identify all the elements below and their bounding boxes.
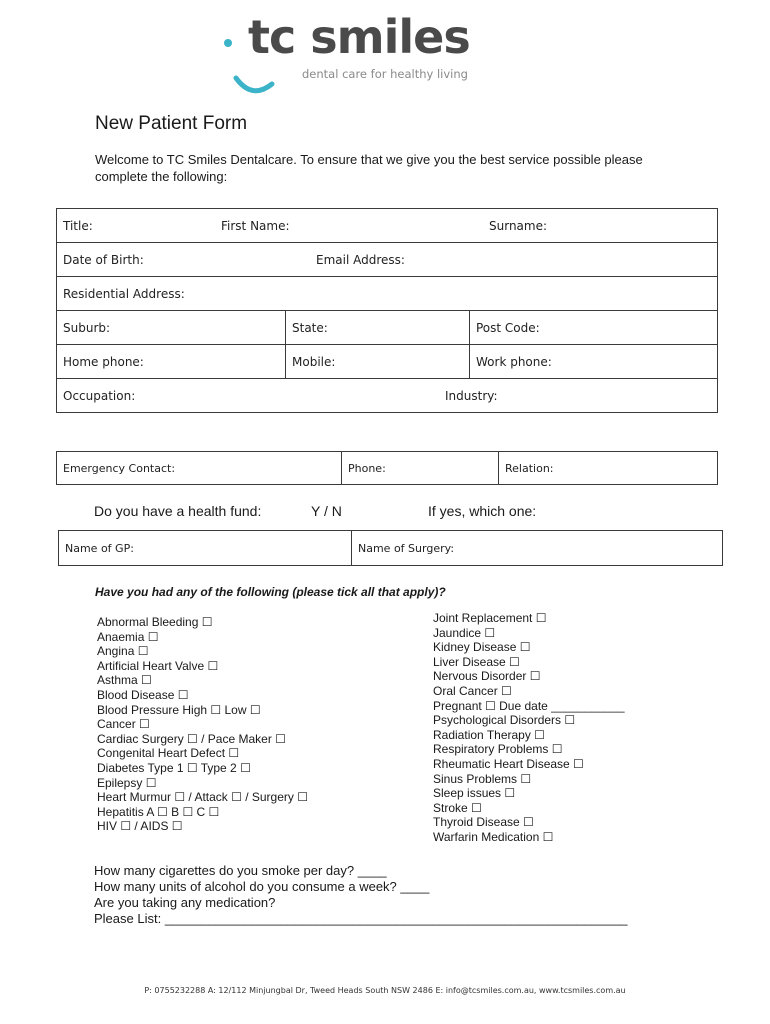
email-field[interactable]: Email Address: — [316, 252, 405, 267]
condition-item[interactable]: Cancer ☐ — [97, 717, 150, 732]
conditions-heading: Have you had any of the following (please tick all that apply)? — [95, 585, 446, 599]
gp-name-field[interactable]: Name of GP: — [59, 531, 352, 566]
dob-field[interactable]: Date of Birth: — [63, 252, 144, 267]
page-title: New Patient Form — [95, 113, 248, 134]
home-phone-field[interactable]: Home phone: — [57, 345, 286, 379]
state-field[interactable]: State: — [286, 311, 470, 345]
condition-item[interactable]: Oral Cancer ☐ — [433, 683, 512, 698]
condition-item[interactable]: Sinus Problems ☐ — [433, 771, 532, 786]
condition-item[interactable]: Liver Disease ☐ — [433, 654, 520, 669]
emergency-contact-field[interactable]: Emergency Contact: — [57, 452, 342, 485]
logo-tagline: dental care for healthy living — [302, 67, 468, 81]
condition-item[interactable]: Blood Pressure High ☐ Low ☐ — [97, 702, 261, 717]
emergency-contact-table — [56, 451, 718, 485]
alcohol-question[interactable]: How many units of alcohol do you consume a week? ____ — [94, 879, 430, 894]
condition-item[interactable]: HIV ☐ / AIDS ☐ — [97, 819, 183, 834]
emergency-relation-field[interactable]: Relation: — [499, 452, 718, 485]
condition-item[interactable]: Anaemia ☐ — [97, 629, 159, 644]
work-phone-field[interactable]: Work phone: — [470, 345, 718, 379]
condition-item[interactable]: Congenital Heart Defect ☐ — [97, 746, 240, 761]
surname-field[interactable]: Surname: — [489, 218, 548, 233]
gp-table — [58, 530, 723, 566]
postcode-field[interactable]: Post Code: — [470, 311, 718, 345]
mobile-field[interactable]: Mobile: — [286, 345, 470, 379]
condition-item[interactable]: Heart Murmur ☐ / Attack ☐ / Surgery ☐ — [97, 790, 308, 805]
cigarettes-question[interactable]: How many cigarettes do you smoke per day? ____ — [94, 863, 387, 878]
intro-text: Welcome to TC Smiles Dentalcare. To ensure that we give you the best service possible please complete the following: — [95, 152, 643, 184]
first-name-field[interactable]: First Name: — [221, 218, 290, 233]
patient-details-table — [56, 208, 718, 413]
condition-item[interactable]: Rheumatic Heart Disease ☐ — [433, 756, 584, 771]
condition-item[interactable]: Hepatitis A ☐ B ☐ C ☐ — [97, 804, 220, 819]
condition-item[interactable]: Angina ☐ — [97, 644, 149, 659]
condition-item[interactable]: Warfarin Medication ☐ — [433, 829, 554, 844]
industry-field[interactable]: Industry: — [445, 388, 498, 403]
occupation-row — [57, 379, 718, 413]
logo-brand: tc smiles — [248, 10, 470, 64]
health-fund-options[interactable]: Y / N — [311, 503, 342, 519]
logo — [222, 10, 482, 98]
title-field[interactable]: Title: — [63, 218, 93, 233]
address-field[interactable]: Residential Address: — [57, 277, 718, 311]
condition-item[interactable]: Radiation Therapy ☐ — [433, 727, 545, 742]
name-row — [57, 209, 718, 243]
condition-item[interactable]: Kidney Disease ☐ — [433, 640, 531, 655]
occupation-field[interactable]: Occupation: — [63, 388, 136, 403]
condition-item[interactable]: Diabetes Type 1 ☐ Type 2 ☐ — [97, 760, 251, 775]
footer-contact: P: 0755232288 A: 12/112 Minjungbal Dr, Tweed Heads South NSW 2486 E: info@tcsmiles.com.au, www.tcsmiles.com.au — [144, 986, 626, 995]
conditions-left-list — [97, 615, 308, 834]
health-fund-question: Do you have a health fund: — [94, 503, 262, 519]
condition-item[interactable]: Pregnant ☐ Due date ___________ — [433, 698, 625, 713]
condition-item[interactable]: Thyroid Disease ☐ — [433, 815, 534, 830]
dob-email-row — [57, 243, 718, 277]
condition-item[interactable]: Respiratory Problems ☐ — [433, 742, 563, 757]
conditions-right-list — [433, 611, 625, 845]
suburb-field[interactable]: Suburb: — [57, 311, 286, 345]
condition-item[interactable]: Artificial Heart Valve ☐ — [97, 658, 219, 673]
medication-question: Are you taking any medication? — [94, 895, 276, 910]
condition-item[interactable]: Joint Replacement ☐ — [433, 611, 547, 625]
medication-list-line[interactable]: Please List: ________________________________________________________________ — [94, 911, 628, 926]
condition-item[interactable]: Epilepsy ☐ — [97, 775, 157, 790]
condition-item[interactable]: Blood Disease ☐ — [97, 687, 189, 702]
condition-item[interactable]: Abnormal Bleeding ☐ — [97, 615, 213, 629]
emergency-phone-field[interactable]: Phone: — [342, 452, 499, 485]
condition-item[interactable]: Nervous Disorder ☐ — [433, 669, 541, 684]
condition-item[interactable]: Asthma ☐ — [97, 673, 152, 688]
condition-item[interactable]: Jaundice ☐ — [433, 625, 496, 640]
health-fund-which[interactable]: If yes, which one: — [428, 503, 537, 519]
surgery-name-field[interactable]: Name of Surgery: — [352, 531, 723, 566]
condition-item[interactable]: Psychological Disorders ☐ — [433, 713, 576, 728]
condition-item[interactable]: Sleep issues ☐ — [433, 786, 516, 801]
condition-item[interactable]: Stroke ☐ — [433, 800, 482, 815]
condition-item[interactable]: Cardiac Surgery ☐ / Pace Maker ☐ — [97, 731, 286, 746]
